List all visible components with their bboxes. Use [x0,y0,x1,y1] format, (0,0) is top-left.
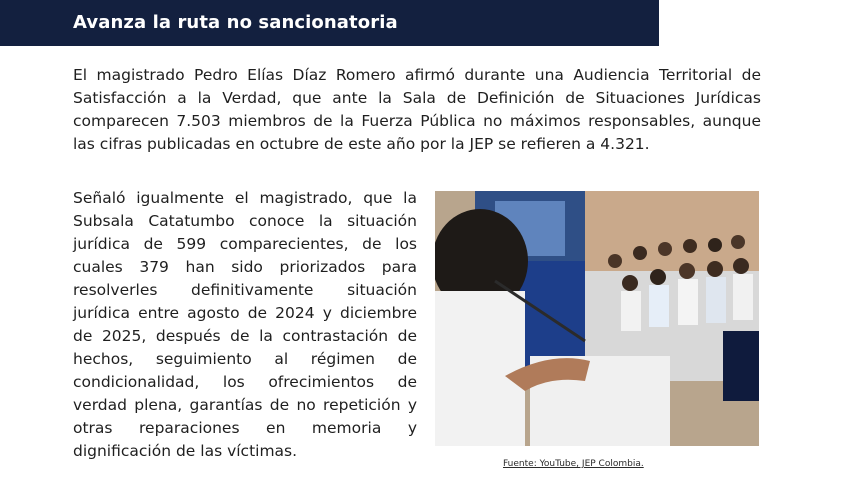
hearing-photo-illustration [435,191,759,446]
hearing-photo [435,191,759,446]
image-caption: Fuente: YouTube, JEP Colombia. [503,459,644,469]
header-bar [0,0,659,46]
paragraph-2: Señaló igualmente el magistrado, que la Subsala Catatumbo conoce la situación jurídica de 599 comparecientes, de los cuales 379 han sido priorizados para resolverles definitivamente situación jurídica entre agosto de 2024 y diciembre de 2025, después de la contrastación de hechos, seguimiento al régimen de condicionalidad, los ofrecimientos de verdad plena, garantías de no repetición y otras reparaciones en memoria y dignificación de las víctimas. [73,189,417,460]
paragraph-1: El magistrado Pedro Elías Díaz Romero afirmó durante una Audiencia Territorial de Satisfacción a la Verdad, que ante la Sala de Definición de Situaciones Jurídicas comparecen 7.503 miembros de la Fuerza Pública no máximos responsables, aunque las cifras publicadas en octubre de este año por la JEP se refieren a 4.321. [73,66,761,153]
section-title: Avanza la ruta no sancionatoria [73,12,398,33]
